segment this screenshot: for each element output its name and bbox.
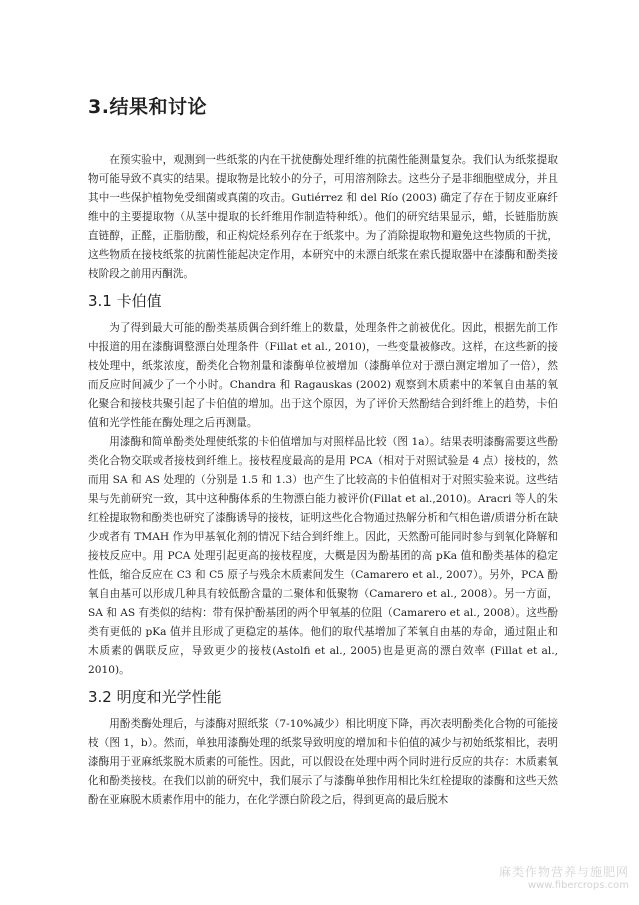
watermark-url: www.fibercrops.com [527, 880, 629, 891]
kappa-paragraph-1: 为了得到最大可能的酚类基质偶合到纤维上的数量，处理条件之前被优化。因此，根据先前工作中报道的用在漆酶调整漂白处理条件（Fillat et al., 2010)，一些变量被修改。这样，在这些新的接枝处理中，纸浆浓度，酚类化合物剂量和漆酶单位被增加（漆酶单位对于漂白测定增加了一倍），然而反应时间减少了一个小时。Chandra 和 Ragauskas (2002) 观察到木质素中的苯氧自由基的氧化聚合和接枝共聚引起了卡伯值的增加。出于这个原因，为了评价天然酚结合到纤维上的趋势，卡伯值和光学性能在酶处理之后再测量。 [88, 322, 558, 429]
subsection-heading-brightness: 3.2 明度和光学性能 [88, 688, 222, 706]
document-page [88, 92, 558, 810]
brightness-paragraph: 用酚类酶处理后，与漆酶对照纸浆（7-10%减少）相比明度下降，再次表明酚类化合物的可能接枝（图 1，b）。然而，单独用漆酶处理的纸浆导致明度的增加和卡伯值的减少与初始纸浆相比，表明漆酶用于亚麻纸浆脱木质素的可能性。因此，可以假设在处理中两个同时进行反应的共存：木质素氧化和酚类接枝。在我们以前的研究中，我们展示了与漆酶单独作用相比朱红栓提取的漆酶和这些天然酚在亚麻脱木质素作用中的能力，在化学漂白阶段之后，得到更高的最后脱木 [88, 718, 558, 806]
kappa-paragraph-2: 用漆酶和简单酚类处理使纸浆的卡伯值增加与对照样品比较（图 1a）。结果表明漆酶需要这些酚类化合物交联或者接枝到纤维上。接枝程度最高的是用 PCA（相对于对照试验是 4 点）接枝的，然而用 SA 和 AS 处理的（分别是 1.5 和 1.3）也产生了比较高的卡伯值相对于对照实验来说。这些结果与先前研究一致，其中这种酶体系的生物漂白能力被评价(Fillat et al.,2010)。Aracri 等人的朱红栓提取物和酚类也研究了漆酶诱导的接枝，证明这些化合物通过热解分析和气相色谱/质谱分析在缺少或者有 TMAH 作为甲基氧化剂的情况下结合到纤维上。因此，天然酚可能同时参与到氧化降解和接枝反应中。用 PCA 处理引起更高的接枝程度，大概是因为酚基团的高 pKa 值和酚类基体的稳定性低，缩合反应在 C3 和 C5 原子与残余木质素间发生（Camarero et al., 2007）。另外，PCA 酚氧自由基可以形成几种具有较低酚含量的二聚体和低聚物（Camarero et al., 2008）。另一方面，SA 和 AS 有类似的结构：带有保护酚基团的两个甲氧基的位阻（Camarero et al., 2008）。这些酚类有更低的 pKa 值并且形成了更稳定的基体。他们的取代基增加了苯氧自由基的寿命，通过阻止和木质素的偶联反应，导致更少的接枝(Astolfi et al., 2005)也是更高的漂白效率 (Fillat et al., 2010)。 [88, 436, 559, 676]
watermark-site-name: 麻类作物营养与施肥网 [498, 865, 629, 879]
section-heading: 3.结果和讨论 [88, 96, 207, 118]
subsection-heading-kappa: 3.1 卡伯值 [88, 292, 162, 310]
intro-paragraph: 在预实验中，观测到一些纸浆的内在干扰使酶处理纤维的抗菌性能测量复杂。我们认为纸浆提取物可能导致不真实的结果。提取物是比较小的分子，可用溶剂除去。这些分子是非细胞壁成分，并且其中一些保护植物免受细菌或真菌的攻击。Gutiérrez 和 del Río (2003) 确定了存在于韧皮亚麻纤维中的主要提取物（从茎中提取的长纤维用作制造特种纸）。他们的研究结果显示，蜡，长链脂肪族直链醇，正醛，正脂肪酸，和正构烷烃系列存在于纸浆中。为了消除提取物和避免这些物质的干扰，这些物质在接枝纸浆的抗菌性能起决定作用，本研究中的未漂白纸浆在索氏提取器中在漆酶和酚类接枝阶段之前用丙酮洗。 [88, 154, 558, 280]
watermark [499, 865, 629, 893]
